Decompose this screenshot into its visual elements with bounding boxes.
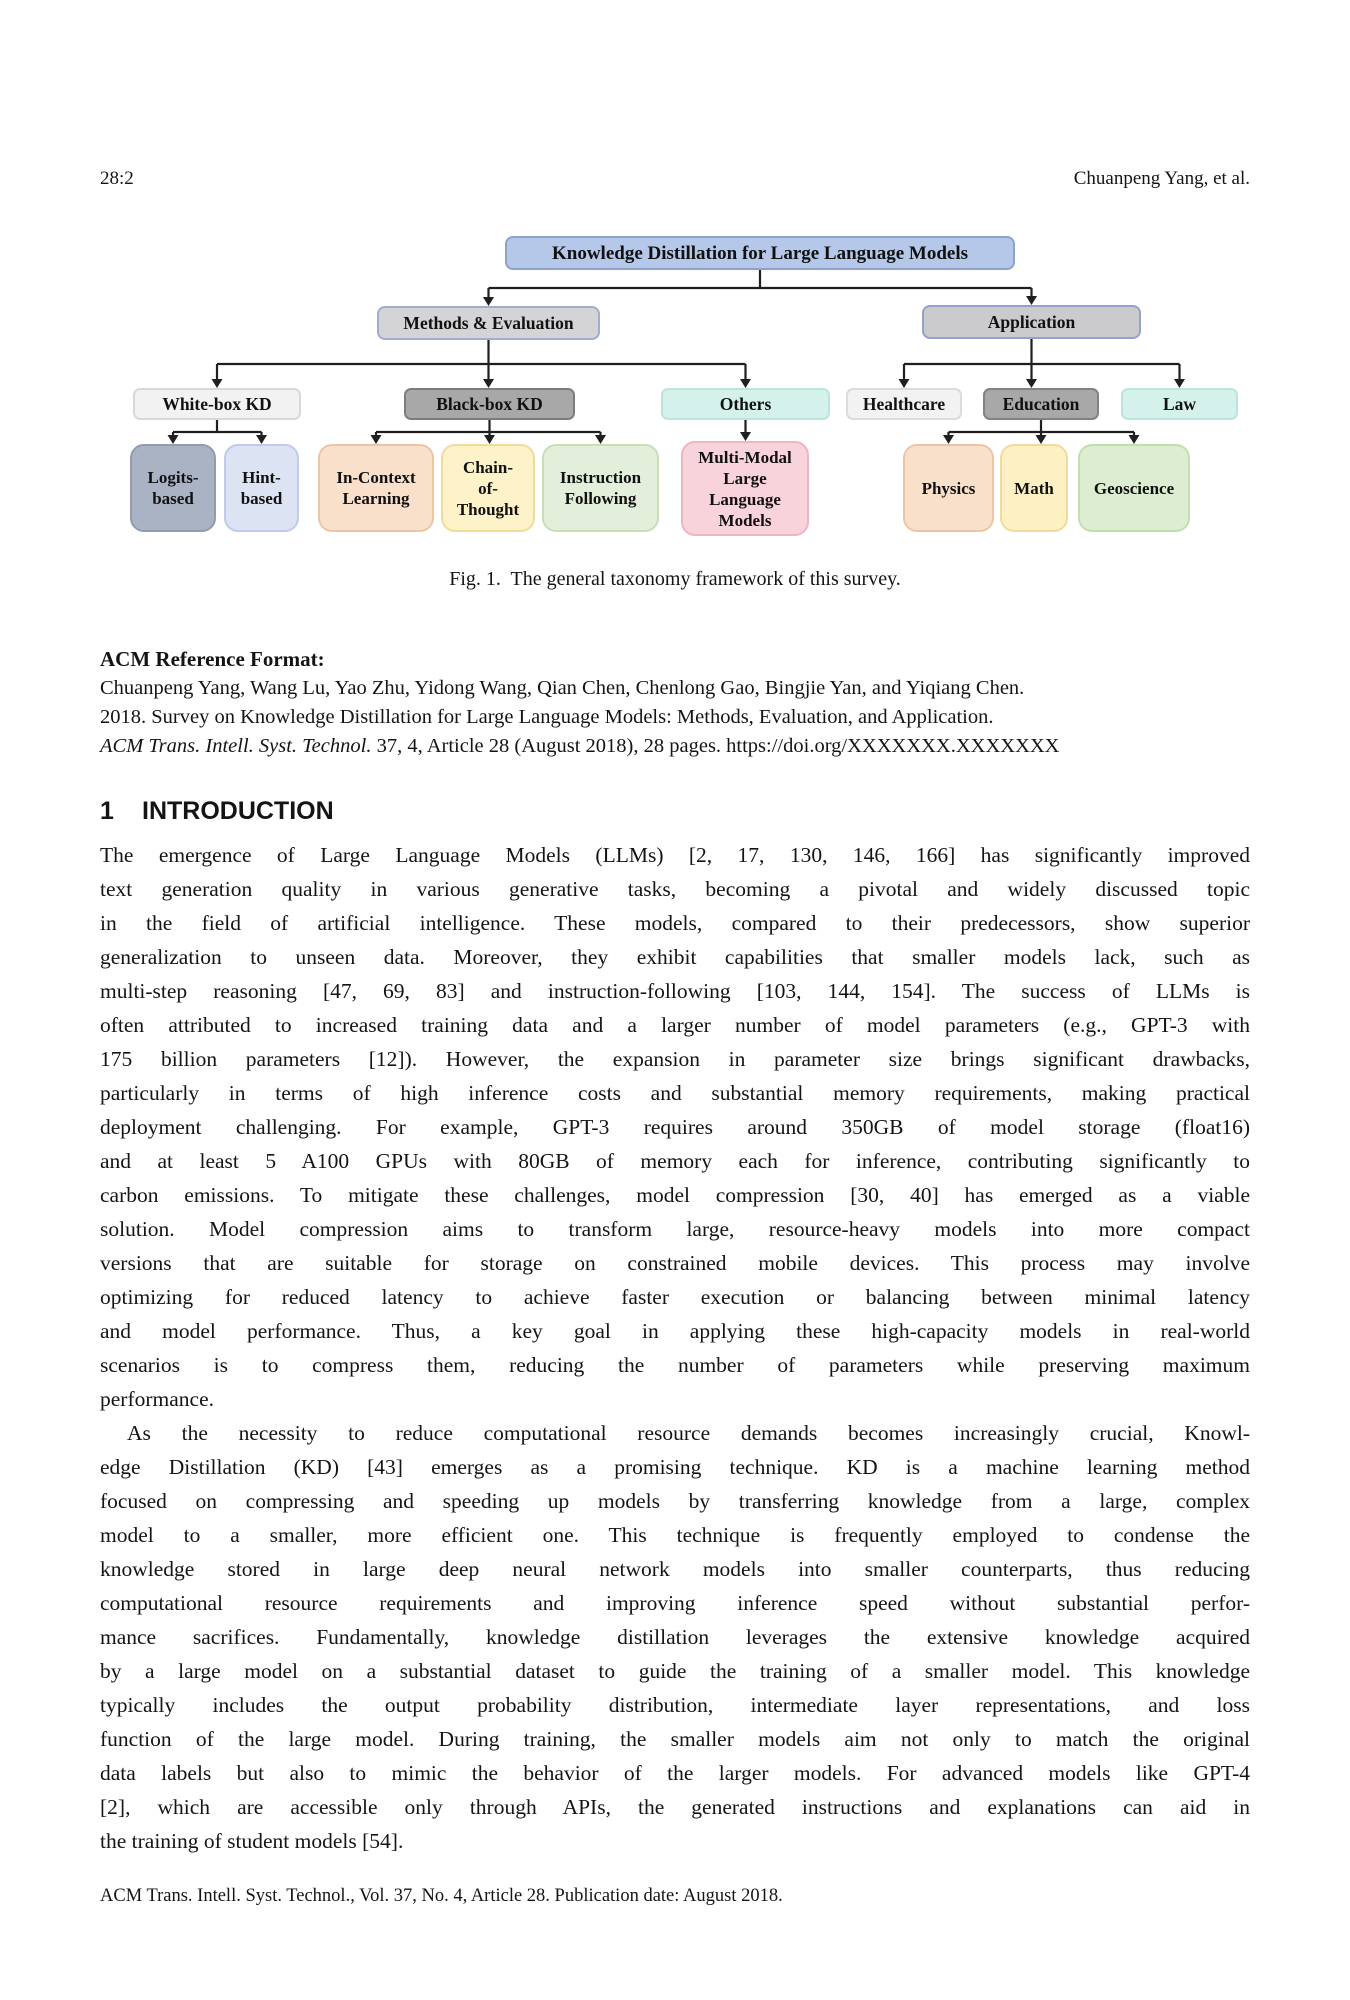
node-label: White-box KD <box>162 393 272 414</box>
reference-line <box>100 732 1250 761</box>
node-label: based <box>240 489 283 508</box>
taxonomy-node-hint <box>224 444 299 532</box>
node-label: of- <box>478 478 498 498</box>
node-label: In-Context <box>336 468 416 487</box>
body-line: often attributed to increased training data and a larger number of model parameters (e.g., GPT-3 with <box>100 1013 1250 1037</box>
reference-text: Chuanpeng Yang, Wang Lu, Yao Zhu, Yidong Wang, Qian Chen, Chenlong Gao, Bingjie Yan, and Yiqiang Chen. <box>100 677 1025 699</box>
node-label: Law <box>1162 393 1197 414</box>
body-line: function of the large model. During training, the smaller models aim not only to match the original <box>100 1727 1250 1751</box>
node-label: Following <box>564 489 637 508</box>
node-label: Black-box KD <box>436 393 543 414</box>
body-line: typically includes the output probability distribution, intermediate layer representations, and loss <box>100 1693 1250 1717</box>
node-label: Logits- <box>147 468 199 487</box>
node-label: Healthcare <box>862 393 946 414</box>
body-line: in the field of artificial intelligence. These models, compared to their predecessors, show superior <box>100 911 1250 935</box>
node-label: Instruction <box>559 468 642 487</box>
body-line: solution. Model compression aims to transform large, resource-heavy models into more compact <box>100 1217 1250 1241</box>
node-label: Multi-Modal <box>698 447 792 467</box>
body-line: edge Distillation (KD) [43] emerges as a promising technique. KD is a machine learning method <box>100 1455 1250 1479</box>
taxonomy-node-healthcare <box>846 388 962 420</box>
taxonomy-node-geoscience <box>1078 444 1190 532</box>
body-line: multi-step reasoning [47, 69, 83] and instruction-following [103, 144, 154]. The success of LLMs is <box>100 979 1250 1003</box>
taxonomy-node-whitebox <box>133 388 301 420</box>
body-line: scenarios is to compress them, reducing the number of parameters while preserving maximum <box>100 1353 1250 1377</box>
node-label: Others <box>719 393 772 414</box>
reference-line <box>100 674 1250 703</box>
acm-reference-block <box>100 645 1250 761</box>
body-line: deployment challenging. For example, GPT-3 requires around 350GB of model storage (float16) <box>100 1115 1250 1139</box>
body-line: knowledge stored in large deep neural network models into smaller counterparts, thus reducing <box>100 1557 1250 1581</box>
body-line: and model performance. Thus, a key goal in applying these high-capacity models in real-world <box>100 1319 1250 1343</box>
reference-text: 37, 4, Article 28 (August 2018), 28 pages. https://doi.org/XXXXXXX.XXXXXXX <box>371 735 1060 757</box>
body-line: 175 billion parameters [12]). However, the expansion in parameter size brings significant drawbacks, <box>100 1047 1250 1071</box>
section-title: INTRODUCTION <box>142 797 334 825</box>
taxonomy-node-application <box>922 305 1141 339</box>
body-line: As the necessity to reduce computational resource demands becomes increasingly crucial, Knowl- <box>127 1421 1250 1445</box>
page-number: 28:2 <box>100 168 134 189</box>
body-line: focused on compressing and speeding up models by transferring knowledge from a large, complex <box>100 1489 1250 1513</box>
node-label: Geoscience <box>1093 478 1175 498</box>
node-label: Learning <box>342 489 410 508</box>
node-label: based <box>152 489 194 508</box>
figure-caption: Fig. 1. The general taxonomy framework of this survey. <box>449 568 901 590</box>
node-label: Hint- <box>242 468 281 487</box>
taxonomy-node-methods <box>377 306 600 340</box>
body-line: mance sacrifices. Fundamentally, knowledge distillation leverages the extensive knowledge acquired <box>100 1625 1250 1649</box>
taxonomy-node-law <box>1121 388 1238 420</box>
journal-name: ACM Trans. Intell. Syst. Technol. <box>100 735 372 757</box>
running-header <box>100 168 1250 190</box>
taxonomy-nodes <box>100 230 1250 546</box>
node-label: Physics <box>921 478 976 498</box>
body-line: model to a smaller, more efficient one. This technique is frequently employed to condense the <box>100 1523 1250 1547</box>
body-line: performance. <box>100 1387 214 1411</box>
node-label: Methods & Evaluation <box>403 312 574 333</box>
section-number: 1 <box>100 797 114 825</box>
body-line: generalization to unseen data. Moreover, they exhibit capabilities that smaller models lack, such as <box>100 945 1250 969</box>
taxonomy-node-instruction <box>542 444 659 532</box>
node-label: Knowledge Distillation for Large Language Models <box>551 242 969 264</box>
node-label: Language <box>709 489 781 509</box>
node-label: Application <box>987 311 1076 332</box>
body-line: optimizing for reduced latency to achieve faster execution or balancing between minimal latency <box>100 1285 1250 1309</box>
section-heading <box>100 797 1250 826</box>
body-text <box>100 838 1250 1858</box>
taxonomy-node-mmllm <box>681 441 809 536</box>
node-label: Education <box>1002 393 1080 414</box>
taxonomy-node-logits <box>130 444 216 532</box>
taxonomy-node-physics <box>903 444 994 532</box>
taxonomy-node-math <box>1000 444 1068 532</box>
taxonomy-node-others <box>661 388 830 420</box>
node-label: Models <box>718 510 772 530</box>
node-label: Math <box>1014 478 1054 498</box>
running-author: Chuanpeng Yang, et al. <box>1073 168 1250 189</box>
taxonomy-node-education <box>983 388 1099 420</box>
body-line: and at least 5 A100 GPUs with 80GB of memory each for inference, contributing significantly to <box>100 1149 1250 1173</box>
body-line: by a large model on a substantial dataset to guide the training of a smaller model. This knowledge <box>100 1659 1250 1683</box>
page-footer: ACM Trans. Intell. Syst. Technol., Vol. 37, No. 4, Article 28. Publication date: August 2018. <box>100 1886 783 1906</box>
node-label: Thought <box>456 499 520 519</box>
node-label: Large <box>723 468 767 488</box>
body-line: The emergence of Large Language Models (LLMs) [2, 17, 130, 146, 166] has significantly improved <box>100 843 1250 867</box>
taxonomy-node-blackbox <box>404 388 575 420</box>
body-line: versions that are suitable for storage on constrained mobile devices. This process may involve <box>100 1251 1250 1275</box>
taxonomy-node-icl <box>318 444 434 532</box>
node-label: Chain- <box>462 457 514 477</box>
body-line: [2], which are accessible only through APIs, the generated instructions and explanations can aid in <box>100 1795 1250 1819</box>
body-line: data labels but also to mimic the behavior of the larger models. For advanced models like GPT-4 <box>100 1761 1250 1785</box>
reference-line <box>100 703 1250 732</box>
taxonomy-figure <box>100 230 1250 546</box>
reference-text: 2018. Survey on Knowledge Distillation for Large Language Models: Methods, Evaluation, and Application. <box>100 706 994 728</box>
body-line: text generation quality in various generative tasks, becoming a pivotal and widely discussed topic <box>100 877 1250 901</box>
body-line: particularly in terms of high inference costs and substantial memory requirements, making practical <box>100 1081 1250 1105</box>
acm-reference-heading: ACM Reference Format: <box>100 647 325 671</box>
body-line: carbon emissions. To mitigate these challenges, model compression [30, 40] has emerged as a viable <box>100 1183 1250 1207</box>
body-line: the training of student models [54]. <box>100 1829 404 1853</box>
taxonomy-node-kd <box>505 236 1015 270</box>
taxonomy-node-cot <box>441 444 535 532</box>
body-line: computational resource requirements and improving inference speed without substantial perfor- <box>100 1591 1250 1615</box>
